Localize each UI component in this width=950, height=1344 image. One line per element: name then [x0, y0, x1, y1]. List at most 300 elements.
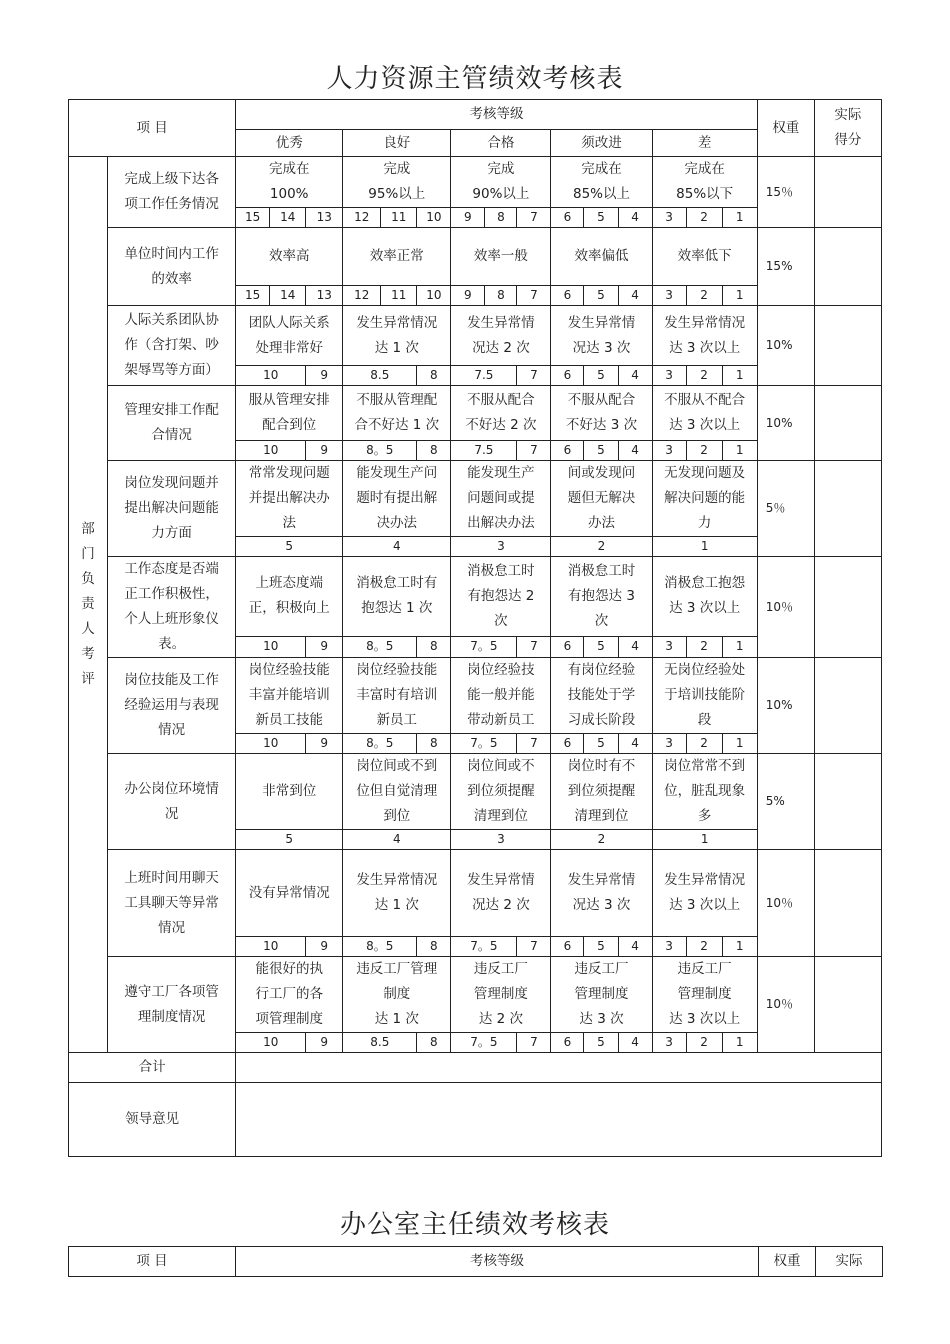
score-cell: 9 [306, 1033, 343, 1053]
text-line: 情况 [158, 919, 186, 936]
score-cell: 6 [551, 366, 584, 386]
text-line: 技能处于学 [567, 687, 636, 703]
criterion-label [108, 957, 236, 1053]
text-line: 理制度情况 [137, 1008, 206, 1025]
score-cell: 3 [652, 366, 686, 386]
text-line: 消极怠工时有 [356, 575, 438, 592]
grade-description [652, 957, 757, 1033]
score-cell: 9 [451, 286, 485, 306]
score-cell: 10 [417, 286, 451, 306]
text-line: 无发现问题及 [664, 465, 746, 481]
grade-description [236, 386, 343, 441]
text-line: 发生异常情 [567, 314, 636, 331]
text-line: 考 [81, 646, 95, 662]
text-line: 发生异常情 [467, 872, 535, 888]
grade-description [343, 461, 451, 537]
text-line: 管理制度 [677, 986, 732, 1002]
text-line: 85%以下 [676, 186, 734, 202]
score-cell: 7。5 [451, 636, 517, 657]
grade-description [551, 957, 652, 1033]
grade-description [551, 157, 652, 208]
score-cell: 8 [485, 286, 517, 306]
grade-description [343, 306, 451, 366]
actual-score-cell[interactable] [814, 850, 881, 957]
text-line: 岗位间或不 [467, 758, 535, 774]
text-line: 办公岗位环境情 [124, 780, 219, 797]
text-line: 发生异常情 [467, 314, 535, 331]
text-line: 表。 [158, 636, 186, 652]
text-line: 85%以上 [572, 186, 630, 202]
actual-score-header [814, 100, 881, 157]
grade-description [451, 157, 551, 208]
text-line: 门 [81, 546, 95, 562]
score-cell: 1 [722, 208, 757, 228]
score-cell: 4 [618, 286, 652, 306]
text-line: 完成上级下达各 [124, 171, 219, 187]
grade-description [236, 658, 343, 734]
text-line: 不服从不配合 [664, 392, 746, 408]
text-line: 不好达 3 次 [565, 417, 638, 433]
score-cell: 9 [306, 366, 343, 386]
text-line: 况 [164, 805, 179, 822]
score-cell: 10 [236, 636, 306, 657]
grade-description [451, 228, 551, 286]
text-line: 配合到位 [262, 417, 317, 433]
text-line: 发生异常情 [567, 872, 636, 888]
weight-value: 15％ [757, 157, 814, 228]
text-line: 丰富时有培训 [356, 687, 438, 703]
text-line: 到位须提醒 [467, 783, 535, 799]
criterion-label [108, 228, 236, 306]
score-cell: 1 [722, 734, 757, 754]
text-line: 带动新员工 [467, 712, 535, 728]
item-header: 项 目 [69, 100, 236, 157]
score-cell: 9 [306, 441, 343, 461]
weight-value: 5％ [757, 461, 814, 557]
text-line: 管理安排工作配 [124, 402, 219, 418]
text-line: 出解决办法 [467, 515, 535, 531]
actual-score-cell[interactable] [814, 157, 881, 228]
text-line: 负 [81, 571, 95, 587]
score-cell: 11 [381, 286, 417, 306]
text-line: 发生异常情况 [356, 314, 438, 331]
score-cell: 5 [236, 830, 343, 850]
grade-description [551, 850, 652, 937]
grade-description [451, 850, 551, 937]
text-line: 题时有提出解 [356, 490, 438, 506]
text-line: 合不好达 1 次 [354, 417, 440, 433]
text-line: 力方面 [151, 525, 192, 541]
text-line: 问题间或提 [467, 490, 535, 506]
score-cell: 2 [551, 830, 652, 850]
text-line: 岗位经验技能 [248, 662, 330, 678]
score-cell: 4 [618, 937, 652, 957]
grade-description [343, 957, 451, 1033]
actual-score-cell[interactable] [814, 228, 881, 306]
score-cell: 8.5 [343, 1033, 417, 1053]
grade-description [652, 850, 757, 937]
score-cell: 4 [618, 636, 652, 657]
score-cell: 10 [236, 937, 306, 957]
score-cell: 11 [381, 208, 417, 228]
grade-description [236, 228, 343, 286]
actual-score-cell[interactable] [814, 957, 881, 1053]
grade-description [551, 306, 652, 366]
score-cell: 2 [551, 537, 652, 557]
total-label: 合计 [69, 1053, 236, 1083]
text-line: 95%以上 [368, 186, 426, 202]
score-cell: 10 [236, 441, 306, 461]
text-line: 实际 [834, 107, 862, 123]
criterion-label [108, 306, 236, 386]
text-line: 力 [697, 515, 712, 531]
text-line: 不服从配合 [467, 392, 535, 408]
score-cell: 12 [343, 286, 381, 306]
text-line: 况达 2 次 [472, 897, 530, 913]
text-line: 消极怠工时 [467, 562, 535, 579]
text-line: 丰富并能培训 [248, 687, 330, 703]
grade-description [343, 754, 451, 830]
weight-value: 10% [757, 658, 814, 754]
score-cell: 6 [551, 286, 584, 306]
criterion-label [108, 386, 236, 461]
second-table-title: 办公室主任绩效考核表 [339, 1210, 610, 1240]
score-cell: 7.5 [451, 441, 517, 461]
score-cell: 8 [417, 1033, 451, 1053]
score-cell: 2 [686, 636, 722, 657]
text-line: 人际关系团队协 [124, 312, 219, 328]
score-cell: 4 [618, 366, 652, 386]
score-cell: 8 [485, 208, 517, 228]
score-cell: 2 [686, 208, 722, 228]
text-line: 于培训技能阶 [664, 687, 746, 703]
text-line: 提出解决问题能 [124, 500, 219, 516]
grade-description [236, 754, 343, 830]
text-line: 效率正常 [369, 248, 424, 264]
leader-opinion-label: 领导意见 [69, 1083, 236, 1157]
level-header: 良好 [343, 130, 451, 157]
score-cell: 8。5 [343, 937, 417, 957]
text-line: 完成在 [684, 161, 725, 177]
score-cell: 8 [417, 366, 451, 386]
score-cell: 13 [306, 208, 343, 228]
score-cell: 13 [306, 286, 343, 306]
score-cell: 2 [686, 286, 722, 306]
score-cell: 1 [722, 1033, 757, 1053]
grade-description [652, 658, 757, 734]
weight-value: 10％ [757, 957, 814, 1053]
text-line: 不好达 2 次 [465, 417, 537, 433]
score-cell: 5 [584, 366, 618, 386]
grade-description [652, 228, 757, 286]
grade-description [343, 557, 451, 637]
grade-description [451, 754, 551, 830]
grade-description [451, 386, 551, 441]
actual-score-cell[interactable] [814, 386, 881, 461]
weight-value: 10％ [757, 557, 814, 658]
text-line: 办法 [588, 515, 615, 531]
text-line: 能一般并能 [467, 687, 535, 703]
actual-score-cell[interactable] [814, 658, 881, 754]
score-cell: 2 [686, 366, 722, 386]
text-line: 况达 3 次 [572, 897, 631, 913]
text-line: 发生异常情况 [664, 314, 746, 331]
score-cell: 6 [551, 636, 584, 657]
grade-description [343, 157, 451, 208]
text-line: 达 3 次以上 [669, 897, 741, 913]
grade-description [652, 306, 757, 366]
grade-description [236, 157, 343, 208]
text-line: 制度 [383, 986, 411, 1002]
text-line: 岗位经验技能 [356, 662, 438, 678]
score-cell: 5 [584, 441, 618, 461]
text-line: 100% [269, 186, 309, 202]
grade-description [551, 557, 652, 637]
score-cell: 15 [236, 208, 270, 228]
score-cell: 7。5 [451, 734, 517, 754]
text-line: 新员工 [376, 712, 418, 728]
text-line: 上班时间用聊天 [124, 869, 219, 886]
text-line: 岗位间或不到 [356, 758, 438, 774]
text-line: 发生异常情况 [356, 872, 438, 888]
text-line: 清理到位 [574, 808, 629, 824]
score-cell: 7 [517, 366, 551, 386]
text-line: 到位 [383, 808, 411, 824]
score-cell: 2 [686, 734, 722, 754]
text-line: 正，积极向上 [248, 600, 330, 617]
dept-evaluation-label [69, 157, 108, 1053]
level-header: 优秀 [236, 130, 343, 157]
score-cell: 8。5 [343, 636, 417, 657]
score-cell: 5 [584, 636, 618, 657]
weight-value: 10％ [757, 850, 814, 957]
text-line: 上班态度端 [255, 575, 323, 592]
text-line: 有抱怨达 3 [568, 587, 635, 604]
score-cell: 6 [551, 441, 584, 461]
text-line: 违反工厂 [473, 961, 528, 977]
text-line: 能很好的执 [255, 961, 323, 977]
text-line: 完成在 [581, 161, 622, 177]
text-line: 位但自觉清理 [356, 783, 438, 799]
text-line: 况达 2 次 [472, 339, 530, 356]
score-cell: 8 [417, 441, 451, 461]
score-cell: 6 [551, 1033, 584, 1053]
text-line: 完成在 [268, 161, 310, 177]
grade-description [652, 157, 757, 208]
score-cell: 5 [584, 286, 618, 306]
grade-description [652, 557, 757, 637]
text-line: 有岗位经验 [567, 662, 636, 678]
grade-description [343, 228, 451, 286]
text-line: 多 [697, 808, 712, 824]
score-cell: 4 [618, 208, 652, 228]
weight-value: 10% [757, 386, 814, 461]
score-cell: 7。5 [451, 937, 517, 957]
score-cell: 1 [652, 830, 757, 850]
score-cell: 6 [551, 734, 584, 754]
level-header: 须改进 [551, 130, 652, 157]
text-line: 人 [81, 621, 95, 637]
text-line: 处理非常好 [255, 339, 323, 356]
score-cell: 3 [652, 441, 686, 461]
score-cell: 4 [618, 1033, 652, 1053]
text-line: 完成 [383, 161, 411, 177]
score-cell: 15 [236, 286, 270, 306]
text-line: 次 [494, 612, 508, 629]
text-line: 管理制度 [473, 986, 528, 1002]
level-header: 合格 [451, 130, 551, 157]
grade-description [236, 306, 343, 366]
grade-description [551, 658, 652, 734]
total-value-cell[interactable] [236, 1053, 882, 1083]
score-cell: 5 [584, 937, 618, 957]
actual-score-cell[interactable] [814, 754, 881, 850]
score-cell: 3 [652, 286, 686, 306]
level-header: 差 [652, 130, 757, 157]
hr-supervisor-evaluation-table [68, 99, 882, 1157]
grade-description [551, 228, 652, 286]
score-cell: 8 [417, 734, 451, 754]
text-line: 达 3 次以上 [669, 417, 741, 433]
score-cell: 5 [584, 1033, 618, 1053]
score-cell: 14 [270, 208, 306, 228]
text-line: 非常到位 [262, 783, 317, 799]
text-line: 遵守工厂各项管 [124, 983, 219, 1000]
grade-description [551, 461, 652, 537]
actual-score-cell[interactable] [814, 557, 881, 658]
leader-opinion-cell[interactable] [236, 1083, 882, 1157]
score-cell: 2 [686, 441, 722, 461]
score-cell: 3 [451, 537, 551, 557]
score-cell: 1 [722, 441, 757, 461]
score-cell: 3 [652, 734, 686, 754]
text-line: 达 3 次以上 [669, 339, 741, 356]
criterion-label [108, 658, 236, 754]
text-line: 架辱骂等方面） [124, 362, 219, 378]
text-line: 习成长阶段 [567, 712, 636, 728]
text-line: 效率高 [268, 248, 310, 264]
text-line: 违反工厂 [574, 961, 629, 977]
score-cell: 10 [236, 1033, 306, 1053]
text-line: 工作态度是否端 [124, 561, 219, 577]
criterion-label [108, 850, 236, 957]
text-line: 正工作积极性， [124, 586, 219, 602]
score-cell: 8 [417, 937, 451, 957]
score-cell: 8。5 [343, 441, 417, 461]
text-line: 服从管理安排 [248, 392, 330, 408]
score-cell: 7 [517, 636, 551, 657]
score-cell: 7。5 [451, 1033, 517, 1053]
grade-description [343, 386, 451, 441]
text-line: 岗位技能及工作 [124, 672, 219, 688]
actual-score-cell[interactable] [814, 461, 881, 557]
text-line: 作（含打架、吵 [124, 337, 219, 353]
score-cell: 1 [652, 537, 757, 557]
grade-header: 考核等级 [236, 100, 758, 130]
text-line: 岗位时有不 [567, 758, 636, 774]
weight-header: 权重 [759, 1247, 816, 1277]
grade-description [343, 850, 451, 937]
weight-value: 5% [757, 754, 814, 850]
score-cell: 4 [618, 734, 652, 754]
text-line: 新员工技能 [255, 712, 323, 728]
text-line: 不服从配合 [567, 392, 636, 408]
weight-header: 权重 [757, 100, 814, 157]
score-cell: 3 [652, 208, 686, 228]
text-line: 个人上班形象仪 [124, 611, 219, 627]
text-line: 间或发现问 [567, 465, 636, 481]
text-line: 没有异常情况 [248, 884, 330, 901]
score-cell: 7.5 [451, 366, 517, 386]
text-line: 法 [282, 515, 296, 531]
text-line: 达 1 次 [374, 1011, 419, 1027]
text-line: 违反工厂管理 [356, 961, 438, 977]
text-line: 项工作任务情况 [124, 196, 219, 212]
text-line: 工具聊天等异常 [124, 894, 219, 911]
item-header: 项 目 [69, 1247, 236, 1277]
grade-description [236, 557, 343, 637]
score-cell: 6 [551, 937, 584, 957]
text-line: 抱怨达 1 次 [361, 600, 433, 617]
grade-header: 考核等级 [236, 1247, 759, 1277]
grade-description [451, 957, 551, 1033]
text-line: 管理制度 [574, 986, 629, 1002]
text-line: 合情况 [151, 427, 192, 443]
text-line: 达 1 次 [374, 897, 419, 913]
text-line: 完成 [487, 161, 515, 177]
text-line: 项管理制度 [255, 1011, 323, 1027]
score-cell: 1 [722, 937, 757, 957]
text-line: 达 2 次 [478, 1011, 523, 1027]
score-cell: 3 [652, 1033, 686, 1053]
score-cell: 4 [343, 537, 451, 557]
text-line: 90%以上 [472, 186, 530, 202]
text-line: 效率一般 [473, 248, 528, 264]
score-cell: 7 [517, 441, 551, 461]
score-cell: 10 [236, 366, 306, 386]
score-cell: 5 [584, 208, 618, 228]
score-cell: 8.5 [343, 366, 417, 386]
text-line: 题但无解决 [567, 490, 636, 506]
text-line: 清理到位 [473, 808, 528, 824]
score-cell: 2 [686, 1033, 722, 1053]
grade-description [451, 306, 551, 366]
score-cell: 9 [306, 937, 343, 957]
text-line: 到位须提醒 [567, 783, 636, 799]
text-line: 消极怠工时 [567, 562, 636, 579]
weight-value: 15% [757, 228, 814, 306]
actual-score-cell[interactable] [814, 306, 881, 386]
score-cell: 7 [517, 1033, 551, 1053]
text-line: 责 [81, 596, 95, 612]
text-line: 达 3 次 [579, 1011, 624, 1027]
text-line: 解决问题的能 [664, 490, 746, 506]
grade-description [236, 957, 343, 1033]
text-line: 达 3 次以上 [669, 600, 741, 617]
score-cell: 4 [618, 441, 652, 461]
text-line: 常常发现问题 [248, 465, 330, 481]
text-line: 位，脏乱现象 [664, 783, 746, 799]
text-line: 达 1 次 [374, 339, 419, 356]
criterion-label [108, 754, 236, 850]
score-cell: 3 [652, 636, 686, 657]
grade-description [451, 461, 551, 537]
grade-description [451, 658, 551, 734]
weight-value: 10% [757, 306, 814, 386]
score-cell: 7 [517, 286, 551, 306]
text-line: 单位时间内工作 [124, 245, 219, 262]
score-cell: 1 [722, 366, 757, 386]
